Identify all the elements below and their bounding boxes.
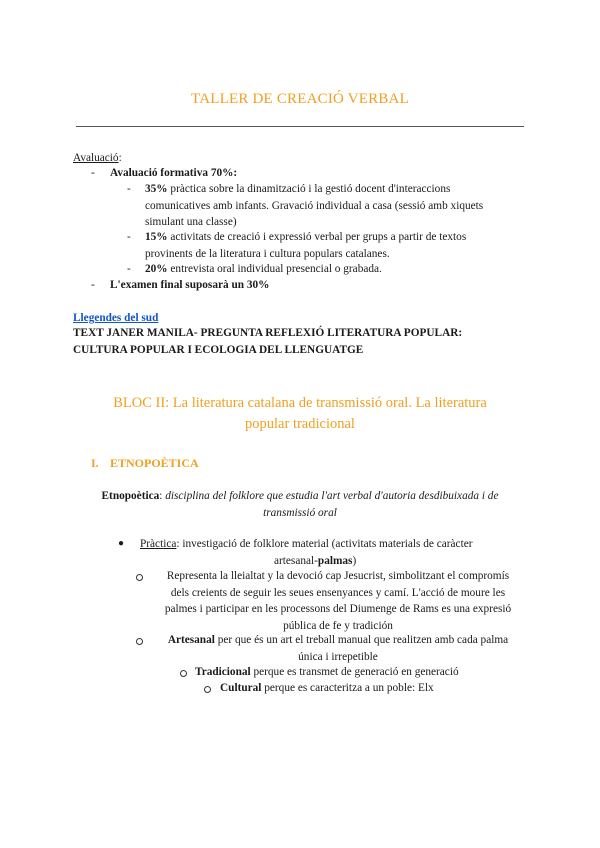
sub-item-cultural — [220, 680, 434, 697]
section-title: ETNOPOÈTICA — [110, 456, 199, 470]
pct-20: 20% — [145, 263, 168, 275]
circle-bullet-icon — [136, 638, 143, 645]
bloc-line2: popular tradicional — [245, 416, 355, 432]
definition-term: Etnopoètica — [101, 490, 160, 502]
sub1-line1: Representa la lleialtat y la devoció cap Jesucrist, simbolitzant el compromís — [166, 570, 510, 582]
examen-final: L'examen final suposarà un 30% — [110, 279, 270, 291]
practica-line2a: artesanal- — [274, 554, 318, 567]
dash-marker: - — [91, 279, 95, 291]
sub1-line4: pública de fe y tradición — [283, 619, 393, 632]
circle-bullet-icon — [180, 670, 187, 677]
sub3-line1: perque es transmet de generació en generació — [250, 666, 459, 678]
document-title: TALLER DE CREACIÓ VERBAL — [191, 91, 409, 107]
definition-line2: transmissió oral — [263, 506, 337, 519]
sub2-line2: única i irrepetible — [298, 650, 378, 663]
item-20-line1: entrevista oral individual presencial o grabada. — [167, 263, 382, 275]
avaluacio-colon: : — [118, 152, 122, 164]
circle-bullet-icon — [204, 686, 211, 693]
pct-35: 35% — [145, 183, 168, 195]
sub4-line1: perque es caracteritza a un poble: Elx — [261, 682, 434, 694]
llegendes-line2: CULTURA POPULAR I ECOLOGIA DEL LLENGUATGE — [73, 343, 364, 356]
item-35-line2: comunicatives amb infants. Gravació individual a casa (sessió amb xiquets — [145, 199, 484, 212]
dash-marker: - — [127, 183, 131, 195]
bullet-icon: ● — [118, 538, 125, 549]
list-item-35 — [145, 181, 525, 231]
practica-line2 — [140, 555, 356, 567]
list-item-20 — [145, 261, 525, 278]
sub-item-artesanal — [152, 632, 524, 665]
llegendes-heading — [73, 325, 533, 358]
dash-marker: - — [91, 167, 95, 179]
sub1-line2: dels creients de seguir les seues ensenyances y camí. L'acció de moure les — [170, 586, 506, 599]
title-divider — [76, 126, 524, 127]
cultural-term: Cultural — [220, 682, 262, 694]
practica-line2c: ) — [352, 554, 357, 567]
llegendes-line1: TEXT JANER MANILA- PREGUNTA REFLEXIÓ LITERATURA POPULAR: — [73, 327, 463, 339]
definition-colon: : — [159, 490, 166, 502]
sub-item-tradicional — [195, 664, 459, 681]
item-35-line1: pràctica sobre la dinamització i la gestió docent d'interaccions — [167, 183, 451, 195]
artesanal-term: Artesanal — [167, 634, 215, 646]
etnopoetica-definition — [60, 488, 540, 521]
sub2-line1: per que és un art el treball manual que realitzen amb cada palma — [214, 634, 509, 646]
bloc-heading — [110, 393, 490, 435]
sub-item-representa — [152, 568, 524, 634]
definition-line1: disciplina del folklore que estudia l'art verbal d'autoria desdibuixada i de — [165, 490, 499, 502]
practica-item — [140, 536, 530, 569]
practica-line1: : investigació de folklore material (activitats materials de caràcter — [176, 538, 473, 550]
dash-marker: - — [127, 263, 131, 275]
pct-15: 15% — [145, 231, 168, 243]
section-number: I. — [91, 456, 99, 470]
list-item-15 — [145, 229, 525, 262]
tradicional-term: Tradicional — [195, 666, 251, 678]
bloc-line1: BLOC II: La literatura catalana de transmissió oral. La literatura — [113, 395, 487, 411]
item-15-line2: provinents de la literatura i cultura populars catalanes. — [145, 247, 390, 260]
dash-marker: - — [127, 231, 131, 243]
formativa-heading: Avaluació formativa 70%: — [110, 167, 238, 179]
avaluacio-label: Avaluació — [73, 152, 119, 164]
practica-label: Pràctica — [140, 538, 177, 550]
circle-bullet-icon — [136, 574, 143, 581]
sub1-line3: palmes i participar en les processons del Diumenge de Rams es una expresió — [164, 603, 512, 615]
item-15-line1: activitats de creació i expressió verbal per grups a partir de textos — [167, 231, 467, 243]
palmas-term: palmas — [317, 554, 353, 567]
llegendes-link[interactable]: Llegendes del sud — [73, 312, 159, 324]
item-35-line3: simulant una classe) — [145, 216, 237, 228]
